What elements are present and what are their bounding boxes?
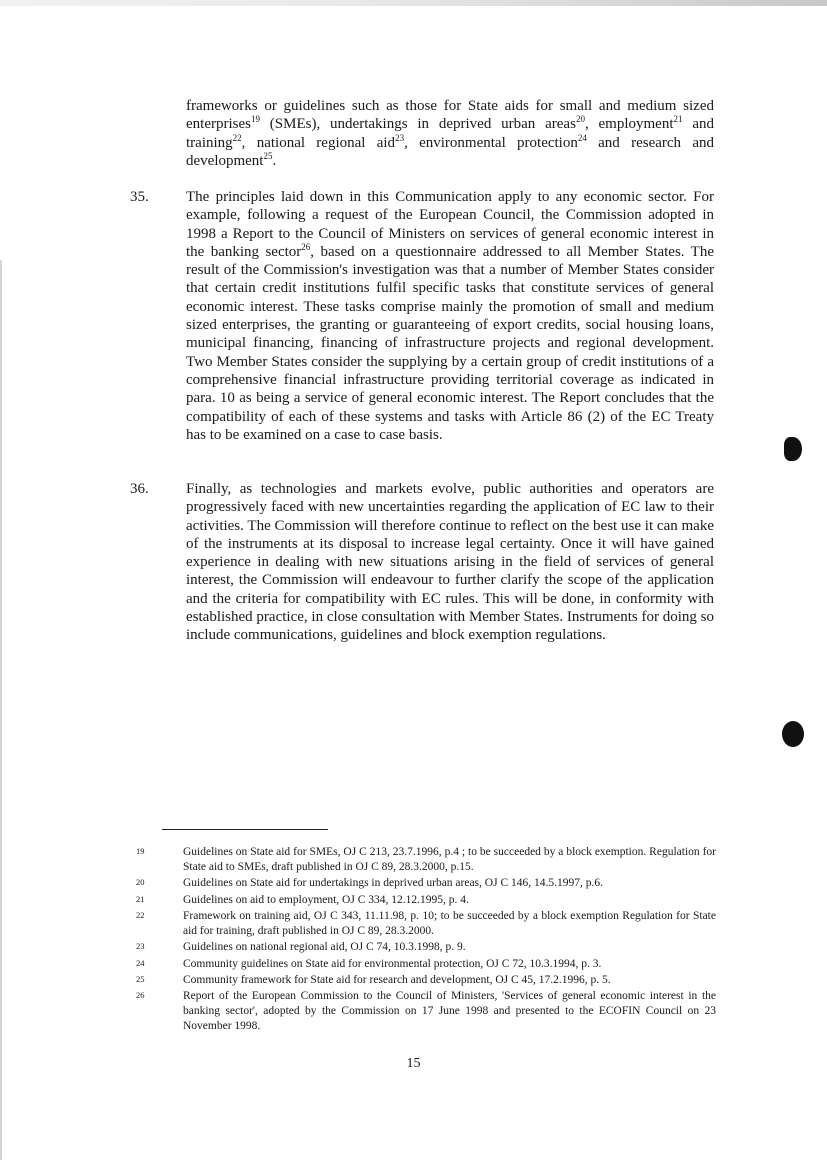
continuation-text: frameworks or guidelines such as those for State aids for small and medium sized enterprises$^{19}$ (SMEs), undertakings in deprived urban areas$^{20}$, employment$^{21}$ and training$^{22}$, national regional aid$^{23}$, environmental protection$^{24}$ and research and development$^{25}$.	[186, 98, 714, 169]
footnote-number: 19	[136, 846, 145, 856]
footnote-number: 24	[136, 957, 145, 968]
page-number: 15	[406, 1056, 421, 1071]
footnote-25	[136, 973, 716, 988]
footnote-ref[interactable]: 24	[577, 132, 587, 143]
paragraph-number: 36.	[130, 481, 149, 497]
footnote-text: Guidelines on State aid for undertakings in deprived urban areas, OJ C 146, 14.5.1997, p.6.	[183, 877, 603, 890]
footnote-22	[136, 909, 716, 939]
footnote-text: Report of the European Commission to the Council of Ministers, 'Services of general economic interest in the banking sector', adopted by the Commission on 17 June 1998 and presented to the ECOFIN Council on 23 November 1998.	[183, 990, 716, 1032]
scan-left-edge	[0, 260, 2, 1160]
footnote-19	[136, 845, 716, 875]
footnote-ref[interactable]: 26	[301, 241, 311, 252]
punch-hole-mark	[782, 721, 804, 747]
scan-top-edge	[0, 0, 827, 6]
footnote-number: 23	[136, 941, 145, 952]
footnote-ref[interactable]: 22	[232, 132, 242, 143]
footnote-ref[interactable]: 21	[673, 114, 683, 125]
footnote-24	[136, 957, 716, 972]
footnote-separator	[162, 829, 328, 830]
footnote-number: 26	[136, 990, 145, 1001]
footnote-21	[136, 893, 716, 908]
footnote-text: Guidelines on aid to employment, OJ C 334, 12.12.1995, p. 4.	[183, 893, 469, 906]
footnote-ref[interactable]: 25	[263, 150, 273, 161]
footnote-number: 20	[136, 877, 145, 888]
footnote-number: 25	[136, 973, 145, 984]
footnote-text: Guidelines on State aid for SMEs, OJ C 213, 23.7.1996, p.4 ; to be succeeded by a block exemption. Regulation for State aid to SMEs, draft published in OJ C 89, 28.3.2000, p.15.	[183, 846, 716, 873]
footnote-ref[interactable]: 19	[250, 114, 260, 125]
footnote-ref[interactable]: 20	[575, 114, 585, 125]
footnote-number: 22	[136, 909, 145, 920]
footnote-26	[136, 989, 716, 1033]
footnote-text: Framework on training aid, OJ C 343, 11.11.98, p. 10; to be succeeded by a block exemption Regulation for State aid for training, draft published in OJ C 89, 28.3.2000.	[183, 909, 716, 937]
paragraph-text: Finally, as technologies and markets evolve, public authorities and operators are progressively faced with new uncertainties regarding the application of EC law to their activities. The Commission will therefore continue to reflect on the best use it can make of the instruments at its disposal to increase legal certainty. Once it will have gained experience in dealing with new situations arising in the field of services of general interest, the Commission will endeavour to further clarify the scope of the application and the criteria for compatibility with EC rules. This will be done, in conformity with established practice, in close consultation with Member States. Instruments for doing so include communications, guidelines and block exemption regulations.	[186, 481, 714, 644]
footnote-text: Community framework for State aid for research and development, OJ C 45, 17.2.1996, p. 5.	[183, 973, 611, 986]
paragraph-text: The principles laid down in this Communication apply to any economic sector. For example, following a request of the European Council, the Commission adopted in 1998 a Report to the Council of Ministers on services of general economic interest in the banking sector$^{26}$, based on a questionnaire addressed to all Member States. The result of the Commission's investigation was that a number of Member States consider that certain credit institutions fulfil specific tasks that constitute services of general economic interest. These tasks comprise mainly the promotion of small and medium sized enterprises, the granting or guaranteeing of export credits, social housing loans, municipal financing, financing of infrastructure projects and regional development. Two Member States consider the supplying by a certain group of credit institutions of a comprehensive financial infrastructure providing territorial coverage as indicated in para. 10 as being a service of general economic interest. The Report concludes that the compatibility of each of these systems and tasks with Article 86 (2) of the EC Treaty has to be examined on a case to case basis.	[186, 189, 715, 443]
footnote-20	[136, 876, 716, 891]
punch-hole-mark	[784, 437, 802, 461]
footnote-ref[interactable]: 23	[395, 132, 405, 143]
footnote-number: 21	[136, 893, 145, 904]
footnotes-section	[136, 845, 716, 1035]
footnote-23	[136, 940, 716, 955]
footnote-text: Guidelines on national regional aid, OJ C 74, 10.3.1998, p. 9.	[183, 941, 466, 954]
footnote-text: Community guidelines on State aid for environmental protection, OJ C 72, 10.3.1994, p. 3.	[183, 957, 602, 970]
paragraph-number: 35.	[130, 189, 149, 205]
